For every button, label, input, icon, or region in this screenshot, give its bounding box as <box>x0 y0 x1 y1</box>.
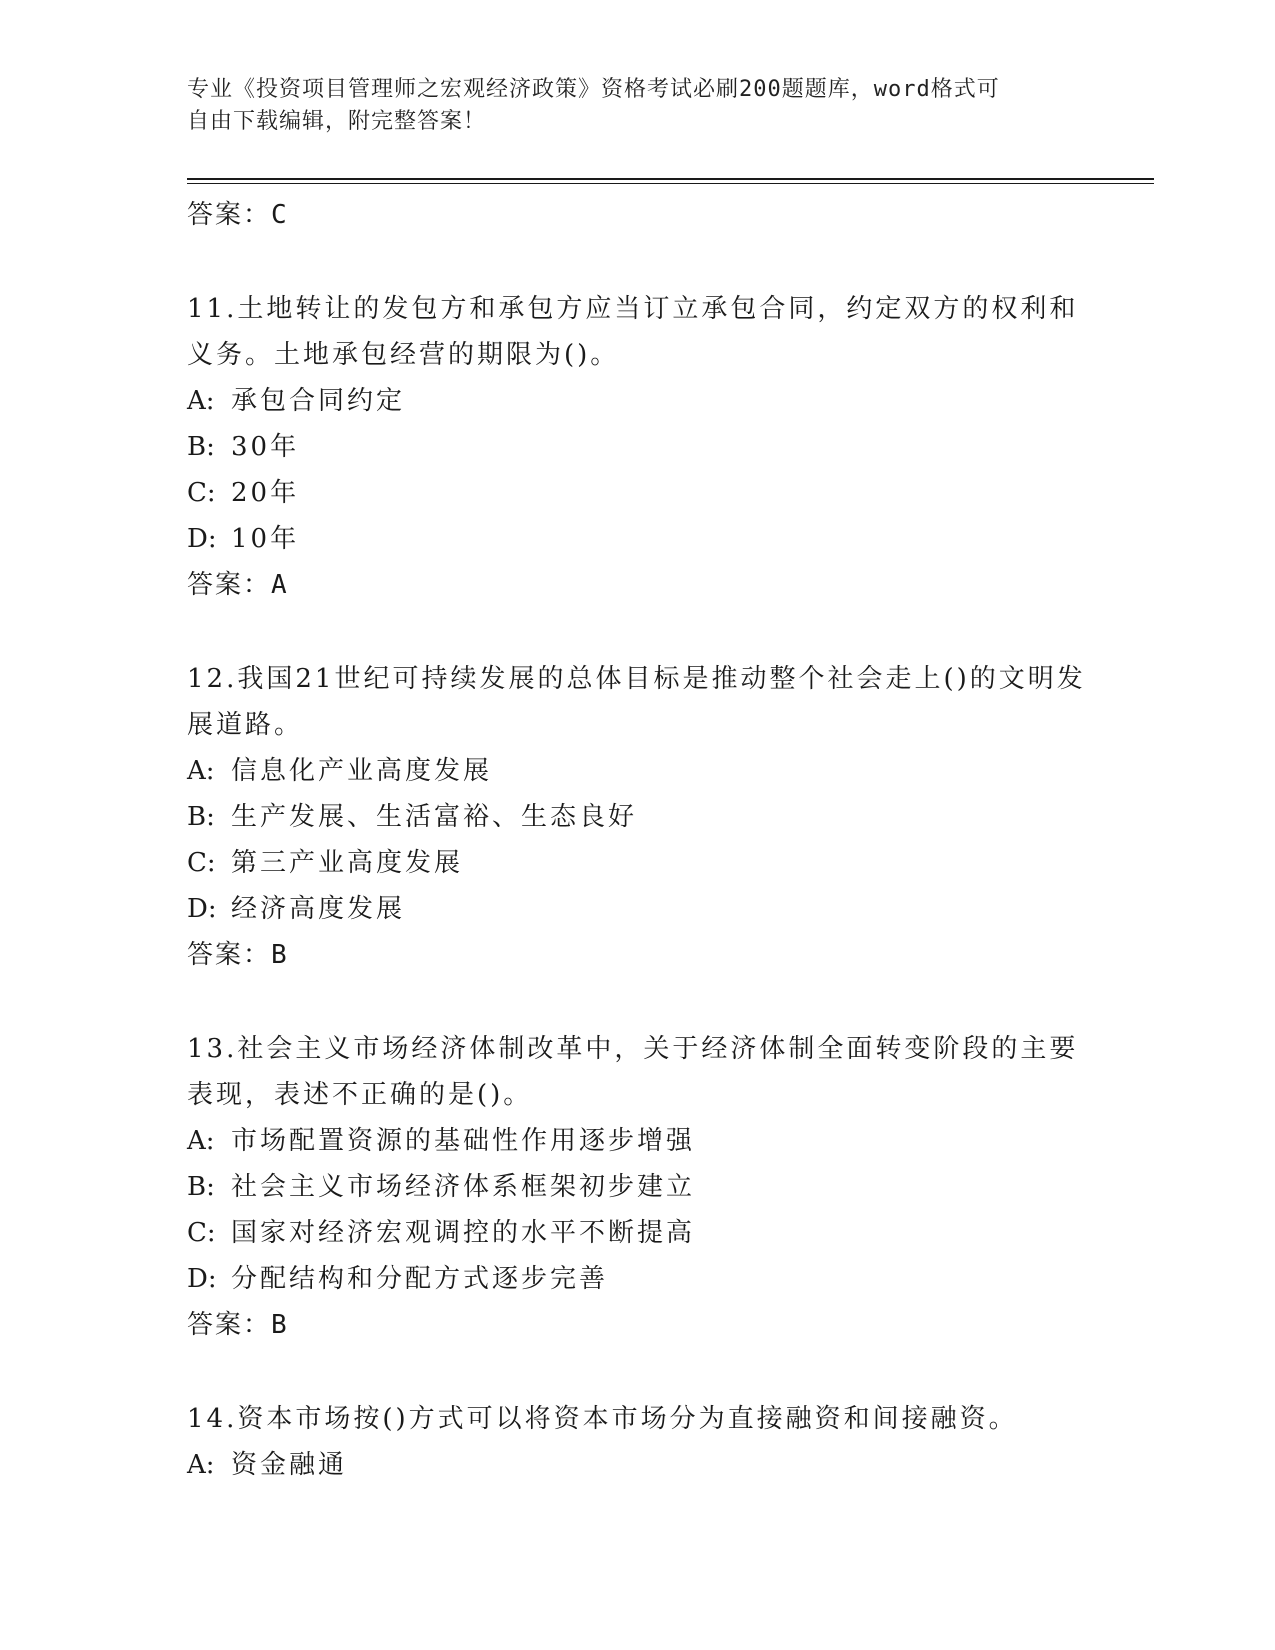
option-c <box>187 840 1087 886</box>
option-key: B: <box>187 432 215 462</box>
option-text: 第三产业高度发展 <box>231 848 464 878</box>
option-d <box>187 516 1087 562</box>
option-b <box>187 794 1087 840</box>
option-key: B: <box>187 802 215 832</box>
question-text <box>187 1026 1087 1118</box>
option-key: C: <box>187 1218 216 1248</box>
option-text: 经济高度发展 <box>231 894 406 924</box>
option-c <box>187 1210 1087 1256</box>
document-header <box>187 74 1087 138</box>
option-text: 分配结构和分配方式逐步完善 <box>231 1264 609 1294</box>
question-number: 11. <box>187 294 238 324</box>
question-stem: 我国21世纪可持续发展的总体目标是推动整个社会走上()的文明发展道路。 <box>187 664 1086 740</box>
option-key: C: <box>187 848 216 878</box>
option-b <box>187 1164 1087 1210</box>
option-text: 承包合同约定 <box>231 386 406 416</box>
question-block <box>187 1026 1087 1348</box>
header-line-2: 自由下载编辑，附完整答案！ <box>187 109 487 134</box>
option-text: 10年 <box>231 524 300 554</box>
option-text: 社会主义市场经济体系框架初步建立 <box>231 1172 696 1202</box>
option-text: 国家对经济宏观调控的水平不断提高 <box>231 1218 696 1248</box>
option-text: 20年 <box>231 478 300 508</box>
question-block <box>187 1396 1087 1488</box>
option-a <box>187 378 1087 424</box>
option-text: 30年 <box>231 432 300 462</box>
header-line-1: 专业《投资项目管理师之宏观经济政策》资格考试必刷200题题库，word格式可 <box>187 77 1000 102</box>
header-divider-thick <box>187 178 1154 180</box>
option-key: A: <box>187 386 215 416</box>
option-a <box>187 748 1087 794</box>
question-stem: 社会主义市场经济体制改革中，关于经济体制全面转变阶段的主要表现，表述不正确的是()。 <box>187 1034 1079 1110</box>
option-text: 生产发展、生活富裕、生态良好 <box>231 802 638 832</box>
option-key: D: <box>187 524 217 554</box>
question-stem: 土地转让的发包方和承包方应当订立承包合同，约定双方的权利和义务。土地承包经营的期限为()。 <box>187 294 1079 370</box>
header-divider-thin <box>187 183 1154 184</box>
option-c <box>187 470 1087 516</box>
question-number: 13. <box>187 1034 238 1064</box>
option-key: A: <box>187 1126 215 1156</box>
option-key: A: <box>187 1450 215 1480</box>
option-text: 市场配置资源的基础性作用逐步增强 <box>231 1126 696 1156</box>
question-list <box>187 188 1087 1488</box>
question-block <box>187 656 1087 978</box>
question-stem: 资本市场按()方式可以将资本市场分为直接融资和间接融资。 <box>237 1404 1018 1434</box>
option-a <box>187 1442 1087 1488</box>
option-key: B: <box>187 1172 215 1202</box>
answer-line: 答案：B <box>187 1310 289 1340</box>
question-block <box>187 286 1087 608</box>
answer-line: 答案：B <box>187 940 289 970</box>
question-text <box>187 1396 1087 1442</box>
question-number: 12. <box>187 664 238 694</box>
option-key: D: <box>187 894 217 924</box>
option-b <box>187 424 1087 470</box>
option-text: 信息化产业高度发展 <box>231 756 493 786</box>
question-number: 14. <box>187 1404 238 1434</box>
option-key: A: <box>187 756 215 786</box>
option-text: 资金融通 <box>231 1450 348 1480</box>
option-a <box>187 1118 1087 1164</box>
option-key: C: <box>187 478 216 508</box>
answer-line: 答案：C <box>187 200 289 230</box>
answer-line: 答案：A <box>187 570 289 600</box>
question-text <box>187 286 1087 378</box>
option-d <box>187 1256 1087 1302</box>
option-d <box>187 886 1087 932</box>
question-text <box>187 656 1087 748</box>
option-key: D: <box>187 1264 217 1294</box>
